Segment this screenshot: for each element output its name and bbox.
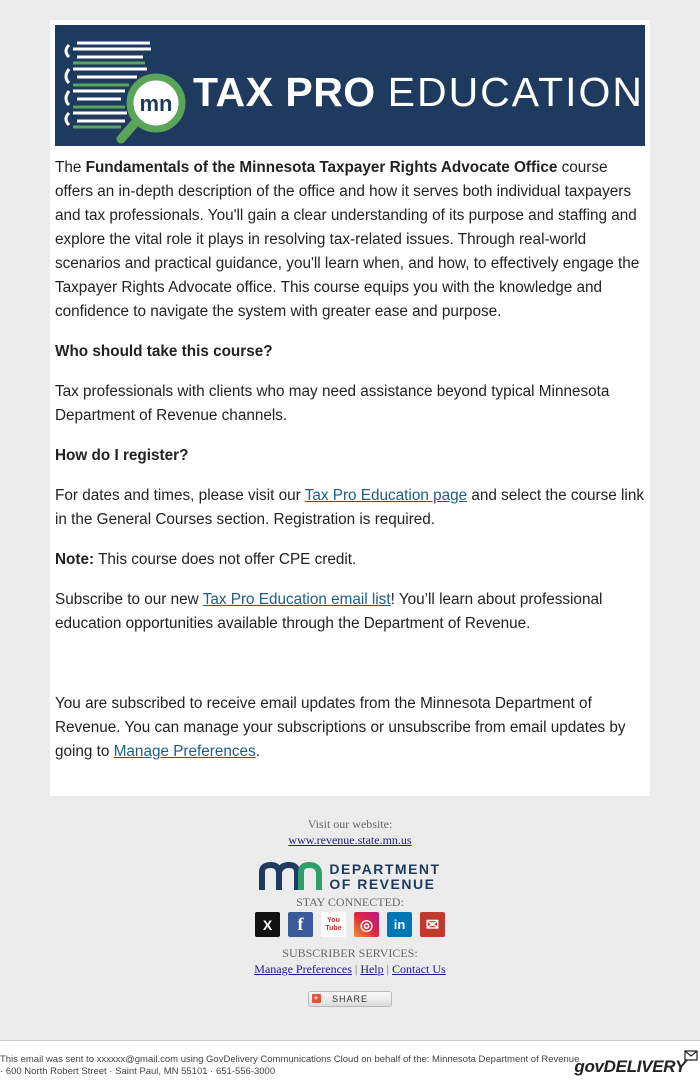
footer [0,816,700,1007]
course-name: Fundamentals of the Minnesota Taxpayer Rights Advocate Office [85,159,558,176]
note-text: Note: This course does not offer CPE credit. [55,551,357,568]
social-icons [0,912,700,937]
register-heading: How do I register? [55,447,189,464]
department-of-revenue-logo[interactable] [0,860,700,894]
envelope-icon [684,1049,698,1061]
instagram-icon[interactable]: ◎ [354,912,379,937]
subscriber-services-label: SUBSCRIBER SERVICES: [282,946,418,960]
subscriber-links: Manage Preferences | Help | Contact Us [254,962,446,976]
youtube-icon[interactable]: You Tube [321,912,346,937]
tax-pro-education-banner [55,25,645,146]
email-list-link[interactable]: Tax Pro Education email list [202,591,391,608]
stay-connected-label: STAY CONNECTED: [296,895,404,909]
website-link[interactable]: www.revenue.state.mn.us [288,833,412,847]
linkedin-icon[interactable]: in [387,912,412,937]
email-icon[interactable]: ✉ [420,912,445,937]
plus-icon: + [313,993,320,1003]
facebook-icon[interactable]: f [288,912,313,937]
email-body [55,156,647,780]
banner-title-light: EDUCATION [387,69,645,115]
govdelivery-logo[interactable]: govDELIVERY [574,1057,686,1076]
mn-logo-icon [259,862,323,892]
govdelivery-footer [0,1040,700,1083]
email-card [50,20,650,796]
who-text: Tax professionals with clients who may need assistance beyond typical Minnesota Department of Revenue channels. [55,383,610,424]
tax-pro-education-page-link[interactable]: Tax Pro Education page [304,487,468,504]
footer-manage-preferences-link[interactable]: Manage Preferences [254,962,352,976]
dept-line2: OF REVENUE [329,876,436,892]
sent-to-text: This email was sent to xxxxxx@gmail.com using GovDelivery Communications Cloud on behalf of the: Minnesota Department of Revenue · 600 North Robert Street · Saint Paul, MN 55101 · 651-556-3000 [0,1054,580,1077]
subscribe-text: Subscribe to our new Tax Pro Education email list! You’ll learn about professional education opportunities available through the Department of Revenue. [55,591,603,632]
who-heading: Who should take this course? [55,343,273,360]
register-text: For dates and times, please visit our Tax Pro Education page and select the course link in the General Courses section. Registration is required. [55,487,644,528]
manage-preferences-link[interactable]: Manage Preferences [113,743,256,760]
share-button[interactable]: + SHARE [308,991,392,1007]
help-link[interactable]: Help [360,962,384,976]
subscribed-text: You are subscribed to receive email updates from the Minnesota Department of Revenue. You can manage your subscriptions or unsubscribe from email updates by going to Manage Preferences. [55,695,626,760]
contact-us-link[interactable]: Contact Us [392,962,446,976]
banner-title [193,69,644,116]
mn-logo-text: mn [139,91,173,116]
visit-label: Visit our website: [307,817,393,831]
x-icon[interactable]: X [255,912,280,937]
banner-title-bold: TAX PRO [193,69,376,115]
dept-line1: DEPARTMENT [329,861,441,877]
intro-paragraph: The Fundamentals of the Minnesota Taxpayer Rights Advocate Office course offers an in-depth description of the office and how it serves both individual taxpayers and tax professionals. You'll gain a clear understanding of its purpose and staffing and explore the vital role it plays in resolving tax-related issues. Through real-world scenarios and practical guidance, you'll learn when, and how, to effectively engage the Taxpayer Rights Advocate office. This course equips you with the knowledge and confidence to navigate the system with greater ease and purpose. [55,159,640,320]
